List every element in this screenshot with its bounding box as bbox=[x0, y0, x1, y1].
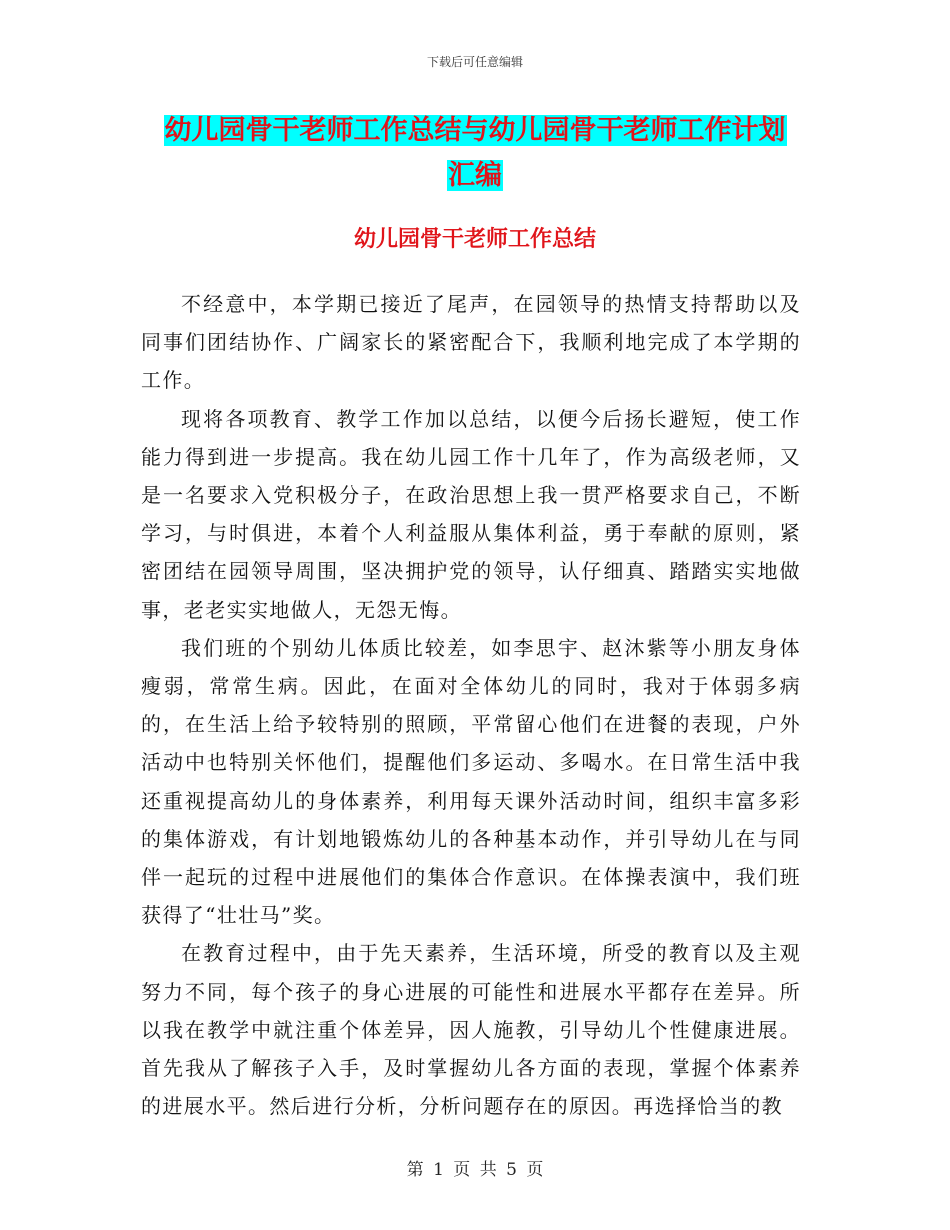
body-paragraph: 不经意中，本学期已接近了尾声，在园领导的热情支持帮助以及同事们团结协作、广阔家长的紧密配合下，我顺利地完成了本学期的工作。 bbox=[141, 292, 801, 393]
page-number-footer: 第 1 页 共 5 页 bbox=[406, 1160, 544, 1180]
document-title-line-2: 汇编 bbox=[448, 160, 502, 191]
page-header-note: 下载后可任意编辑 bbox=[426, 55, 523, 69]
document-title-line-1: 幼儿园骨干老师工作总结与幼儿园骨干老师工作计划 bbox=[164, 115, 786, 146]
document-title bbox=[140, 108, 810, 198]
body-paragraph: 在教育过程中，由于先天素养，生活环境，所受的教育以及主观努力不同，每个孩子的身心进展的可能性和进展水平都存在差异。所以我在教学中就注重个体差异，因人施教，引导幼儿个性健康进展。首先我从了解孩子入手，及时掌握幼儿各方面的表现，掌握个体素养的进展水平。然后进行分析，分析问题存在的原因。再选择恰当的教 bbox=[141, 941, 801, 1119]
body-paragraph: 现将各项教育、教学工作加以总结，以便今后扬长避短，使工作能力得到进一步提高。我在幼儿园工作十几年了，作为高级老师，又是一名要求入党积极分子，在政治思想上我一贯严格要求自己，不断学习，与时俱进，本着个人利益服从集体利益，勇于奉献的原则，紧密团结在园领导周围，坚决拥护党的领导，认仔细真、踏踏实实地做事，老老实实地做人，无怨无悔。 bbox=[141, 406, 801, 622]
section-title: 幼儿园骨干老师工作总结 bbox=[353, 227, 596, 252]
document-body bbox=[141, 285, 801, 1125]
body-paragraph: 我们班的个别幼儿体质比较差，如李思宇、赵沐紫等小朋友身体瘦弱，常常生病。因此，在面对全体幼儿的同时，我对于体弱多病的，在生活上给予较特别的照顾，平常留心他们在进餐的表现，户外活动中也特别关怀他们，提醒他们多运动、多喝水。在日常生活中我还重视提高幼儿的身体素养，利用每天课外活动时间，组织丰富多彩的集体游戏，有计划地锻炼幼儿的各种基本动作，并引导幼儿在与同伴一起玩的过程中进展他们的集体合作意识。在体操表演中，我们班获得了“壮壮马”奖。 bbox=[141, 635, 801, 928]
